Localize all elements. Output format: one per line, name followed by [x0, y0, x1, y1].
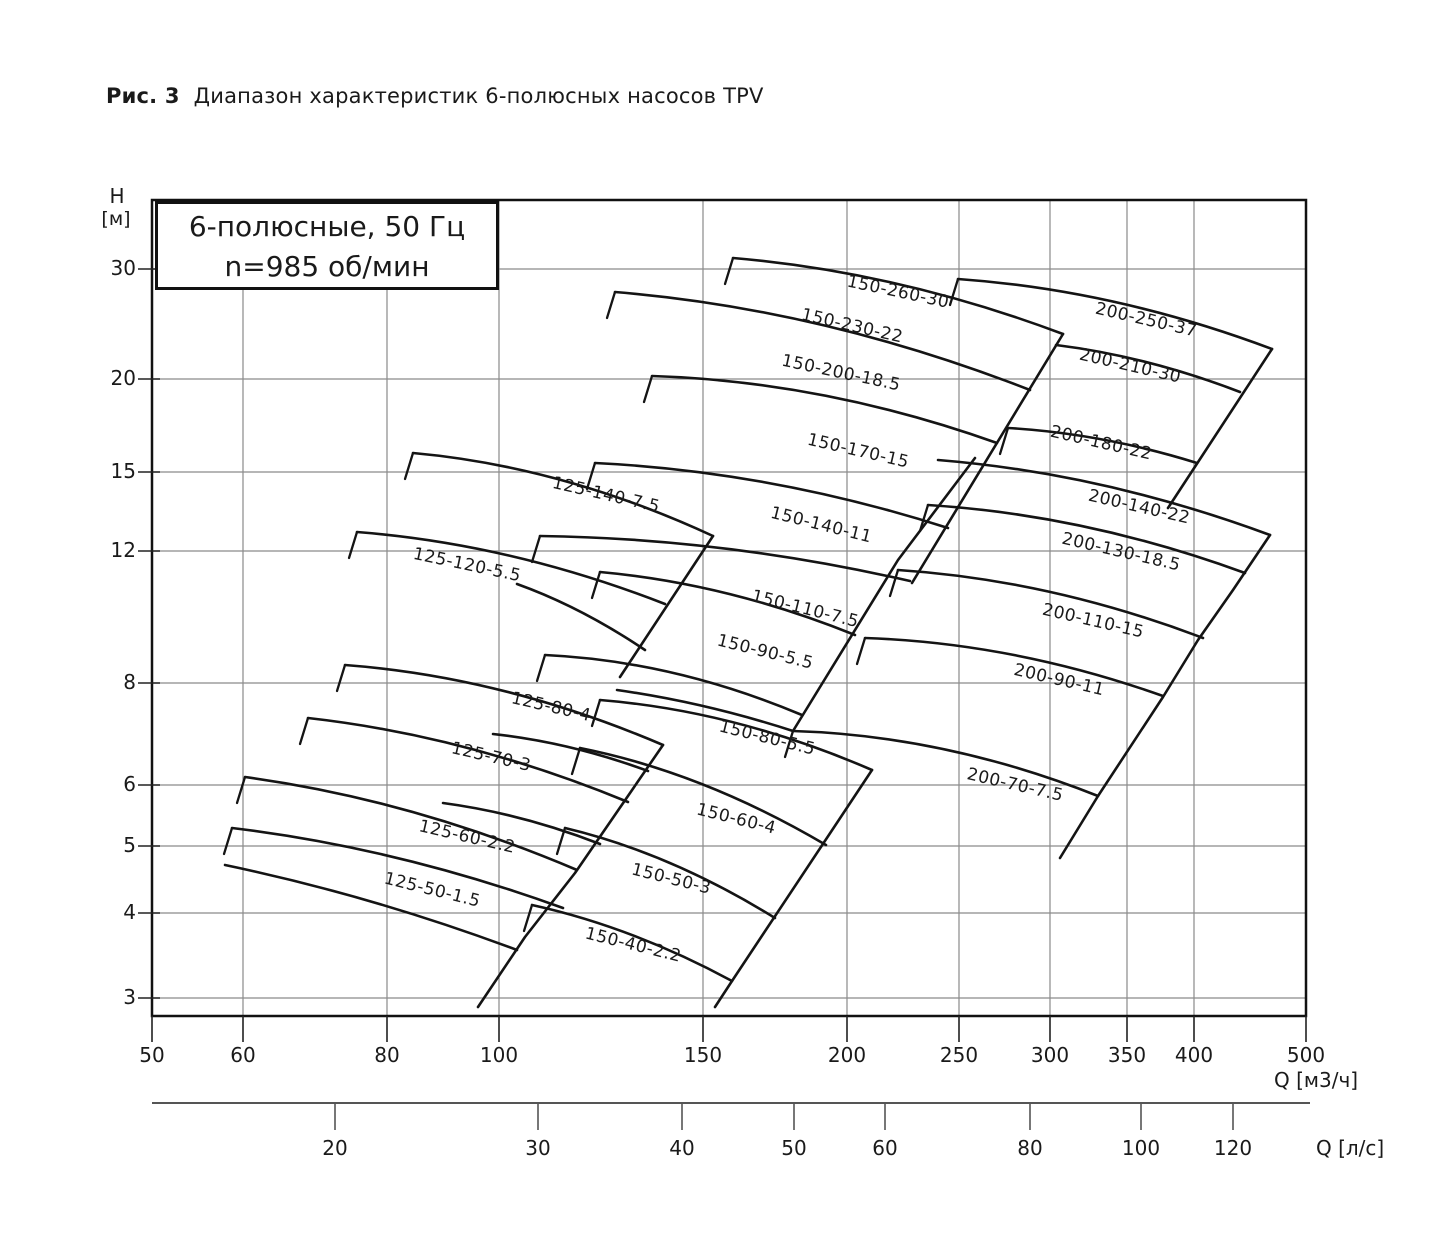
curve-label-200-140-22: 200-140-22	[1086, 485, 1192, 529]
x2-tick-label-40: 40	[669, 1136, 695, 1160]
curve-aux	[617, 690, 793, 731]
x-tick-label-80: 80	[374, 1043, 400, 1067]
curve-label-150-60-4: 150-60-4	[694, 799, 779, 839]
curve-label-150-40-2.2: 150-40-2.2	[583, 923, 684, 967]
curve-label-150-200-18.5: 150-200-18.5	[779, 350, 903, 396]
curve-left-tick-150-200-18.5	[644, 376, 652, 402]
curve-label-200-180-22: 200-180-22	[1048, 421, 1154, 465]
curve-left-tick-125-140-7.5	[405, 453, 413, 479]
y-tick-label-3: 3	[123, 985, 136, 1009]
curve-label-150-170-15: 150-170-15	[805, 429, 911, 473]
curve-label-200-110-15: 200-110-15	[1040, 599, 1146, 643]
figure-number: Рис. 3	[106, 84, 180, 108]
curve-aux	[517, 584, 645, 650]
x-tick-label-200: 200	[827, 1043, 867, 1067]
curve-left-tick-200-90-11	[857, 638, 865, 664]
curve-label-200-90-11: 200-90-11	[1011, 659, 1107, 701]
x-tick-label-400: 400	[1174, 1043, 1214, 1067]
curve-125-80-4	[345, 665, 663, 745]
x-tick-label-500: 500	[1286, 1043, 1326, 1067]
y-tick-label-8: 8	[123, 670, 136, 694]
edge-200-lower-left	[793, 458, 975, 731]
curve-left-tick-125-80-4	[337, 665, 345, 691]
curve-left-tick-200-110-15	[890, 570, 898, 596]
edge-150-upper-right	[912, 334, 1063, 583]
curve-left-tick-150-110-7.5	[592, 572, 600, 598]
curve-label-125-120-5.5: 125-120-5.5	[411, 543, 523, 587]
y-tick-label-4: 4	[123, 900, 136, 924]
x-tick-label-300: 300	[1030, 1043, 1070, 1067]
x-axis-unit: Q [м3/ч]	[1274, 1068, 1359, 1092]
curve-left-tick-125-120-5.5	[349, 532, 357, 558]
curve-label-200-130-18.5: 200-130-18.5	[1059, 528, 1183, 576]
y-tick-label-5: 5	[123, 833, 136, 857]
curve-label-150-80-5.5: 150-80-5.5	[717, 716, 818, 760]
x-tick-label-100: 100	[479, 1043, 519, 1067]
curve-left-tick-150-230-22	[607, 292, 615, 318]
y-tick-label-30: 30	[110, 256, 136, 280]
x-tick-label-350: 350	[1107, 1043, 1147, 1067]
y-axis-unit: [м]	[101, 208, 131, 230]
y-tick-label-20: 20	[110, 366, 136, 390]
curve-label-125-140-7.5: 125-140-7.5	[550, 473, 662, 518]
curve-label-125-60-2.2: 125-60-2.2	[416, 816, 518, 858]
curve-left-tick-150-260-30	[725, 258, 733, 284]
y-tick-label-6: 6	[123, 772, 136, 796]
x-tick-label-250: 250	[939, 1043, 979, 1067]
curve-left-tick-150-60-4	[572, 748, 580, 774]
x2-tick-label-30: 30	[525, 1136, 551, 1160]
curve-left-tick-200-250-37	[950, 279, 958, 305]
x-tick-label-60: 60	[230, 1043, 256, 1067]
x2-tick-label-20: 20	[322, 1136, 348, 1160]
y-axis-name: H	[109, 184, 125, 208]
edge-125-upper-right	[620, 536, 713, 677]
curve-left-tick-150-90-5.5	[537, 655, 545, 681]
x2-axis-unit: Q [л/с]	[1316, 1136, 1385, 1160]
curve-label-150-50-3: 150-50-3	[629, 859, 714, 899]
curve-label-150-230-22: 150-230-22	[799, 304, 905, 348]
x-tick-label-150: 150	[683, 1043, 723, 1067]
curve-left-tick-150-50-3	[557, 828, 565, 854]
curve-left-tick-125-50-1.5	[224, 828, 232, 854]
curve-label-150-260-30: 150-260-30	[845, 271, 951, 313]
legend-line-speed: n=985 об/мин	[224, 250, 430, 283]
x2-tick-label-120: 120	[1213, 1136, 1253, 1160]
curve-label-150-90-5.5: 150-90-5.5	[715, 630, 816, 674]
curve-125-60-2.2	[245, 777, 577, 870]
curve-left-tick-150-80-5.5	[592, 700, 600, 726]
curve-label-125-70-3: 125-70-3	[449, 738, 533, 777]
curve-label-125-50-1.5: 125-50-1.5	[382, 868, 483, 912]
curve-label-150-140-11: 150-140-11	[768, 502, 874, 548]
y-tick-label-12: 12	[110, 538, 136, 562]
curve-left-tick-150-40-2.2	[524, 905, 532, 931]
x2-tick-label-80: 80	[1017, 1136, 1043, 1160]
curve-left-tick-125-70-3	[300, 718, 308, 744]
curve-label-200-250-37: 200-250-37	[1093, 298, 1199, 342]
curve-label-125-80-4: 125-80-4	[509, 688, 593, 727]
curve-left-tick-150-140-11	[532, 536, 540, 562]
x2-tick-label-50: 50	[781, 1136, 807, 1160]
curve-label-200-210-30: 200-210-30	[1077, 344, 1183, 388]
x2-tick-label-100: 100	[1121, 1136, 1161, 1160]
legend-line-poles: 6-полюсные, 50 Гц	[188, 210, 466, 243]
curve-label-150-110-7.5: 150-110-7.5	[749, 586, 861, 633]
figure-title-text: Диапазон характеристик 6-полюсных насосов TPV	[193, 84, 764, 108]
edge-150-lower-right	[715, 770, 872, 1007]
x-tick-label-50: 50	[139, 1043, 165, 1067]
curve-left-tick-125-60-2.2	[237, 777, 245, 803]
chart-legend-box	[155, 201, 499, 290]
y-tick-label-15: 15	[110, 459, 136, 483]
curve-label-200-70-7.5: 200-70-7.5	[964, 764, 1066, 806]
x2-tick-label-60: 60	[872, 1136, 898, 1160]
